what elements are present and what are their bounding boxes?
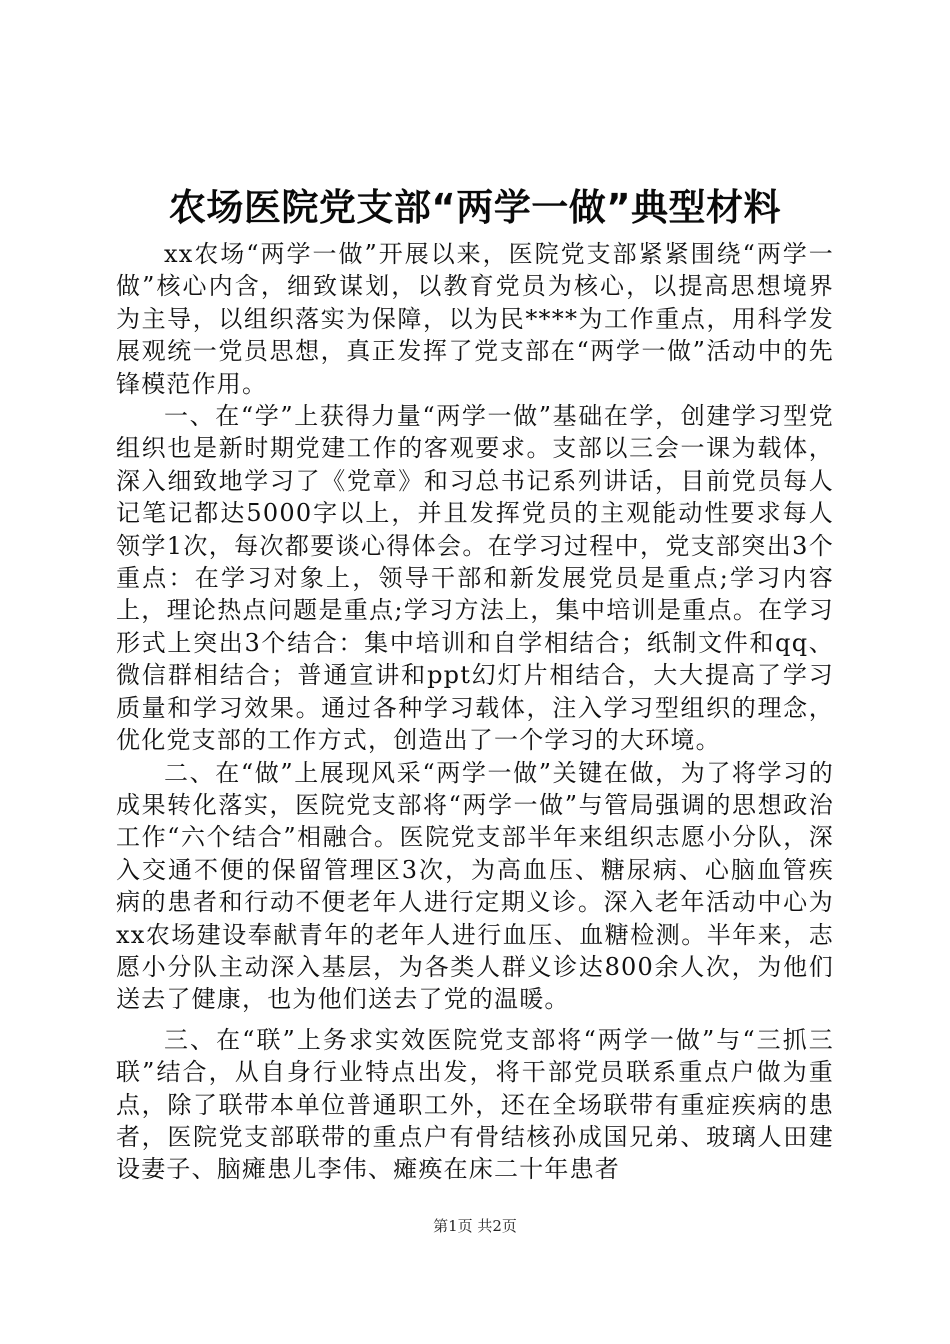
paragraph-study: 一、在“学”上获得力量“两学一做”基础在学，创建学习型党组织也是新时期党建工作的客观要求。支部以三会一课为载体，深入细致地学习了《党章》和习总书记系列讲话，目前党员每人记笔记都达5000字以上，并且发挥党员的主观能动性要求每人领学1次，每次都要谈心得体会。在学习过程中，党支部突出3个重点：在学习对象上，领导干部和新发展党员是重点;学习内容上，理论热点问题是重点;学习方法上，集中培训是重点。在学习形式上突出3个结合：集中培训和自学相结合；纸制文件和qq、微信群相结合；普通宣讲和ppt幻灯片相结合，大大提高了学习质量和学习效果。通过各种学习载体，注入学习型组织的理念，优化党支部的工作方式，创造出了一个学习的大环境。 [116,402,834,755]
paragraph-practice: 二、在“做”上展现风采“两学一做”关键在做，为了将学习的成果转化落实，医院党支部将“两学一做”与管局强调的思想政治工作“六个结合”相融合。医院党支部半年来组织志愿小分队，深入交通不便的保留管理区3次，为高血压、糖尿病、心脑血管疾病的患者和行动不便老年人进行定期义诊。深入老年活动中心为xx农场建设奉献青年的老年人进行血压、血糖检测。半年来，志愿小分队主动深入基层，为各类人群义诊达800余人次，为他们送去了健康，也为他们送去了党的温暖。 [116,758,834,1014]
document-title: 农场医院党支部“两学一做”典型材料 [168,186,782,229]
page-indicator: 第1页 共2页 [433,1217,517,1235]
paragraph-connect: 三、在“联”上务求实效医院党支部将“两学一做”与“三抓三联”结合，从自身行业特点出发，将干部党员联系重点户做为重点，除了联带本单位普通职工外，还在全场联带有重症疾病的患者，医院党支部联带的重点户有骨结核孙成国兄弟、玻璃人田建设妻子、脑瘫患儿李伟、瘫痪在床二十年患者 [116,1025,834,1184]
document-body [116,238,834,1186]
paragraph-intro: xx农场“两学一做”开展以来，医院党支部紧紧围绕“两学一做”核心内含，细致谋划，以教育党员为核心，以提高思想境界为主导，以组织落实为保障，以为民****为工作重点，用科学发展观统一党员思想，真正发挥了党支部在“两学一做”活动中的先锋模范作用。 [116,240,834,398]
